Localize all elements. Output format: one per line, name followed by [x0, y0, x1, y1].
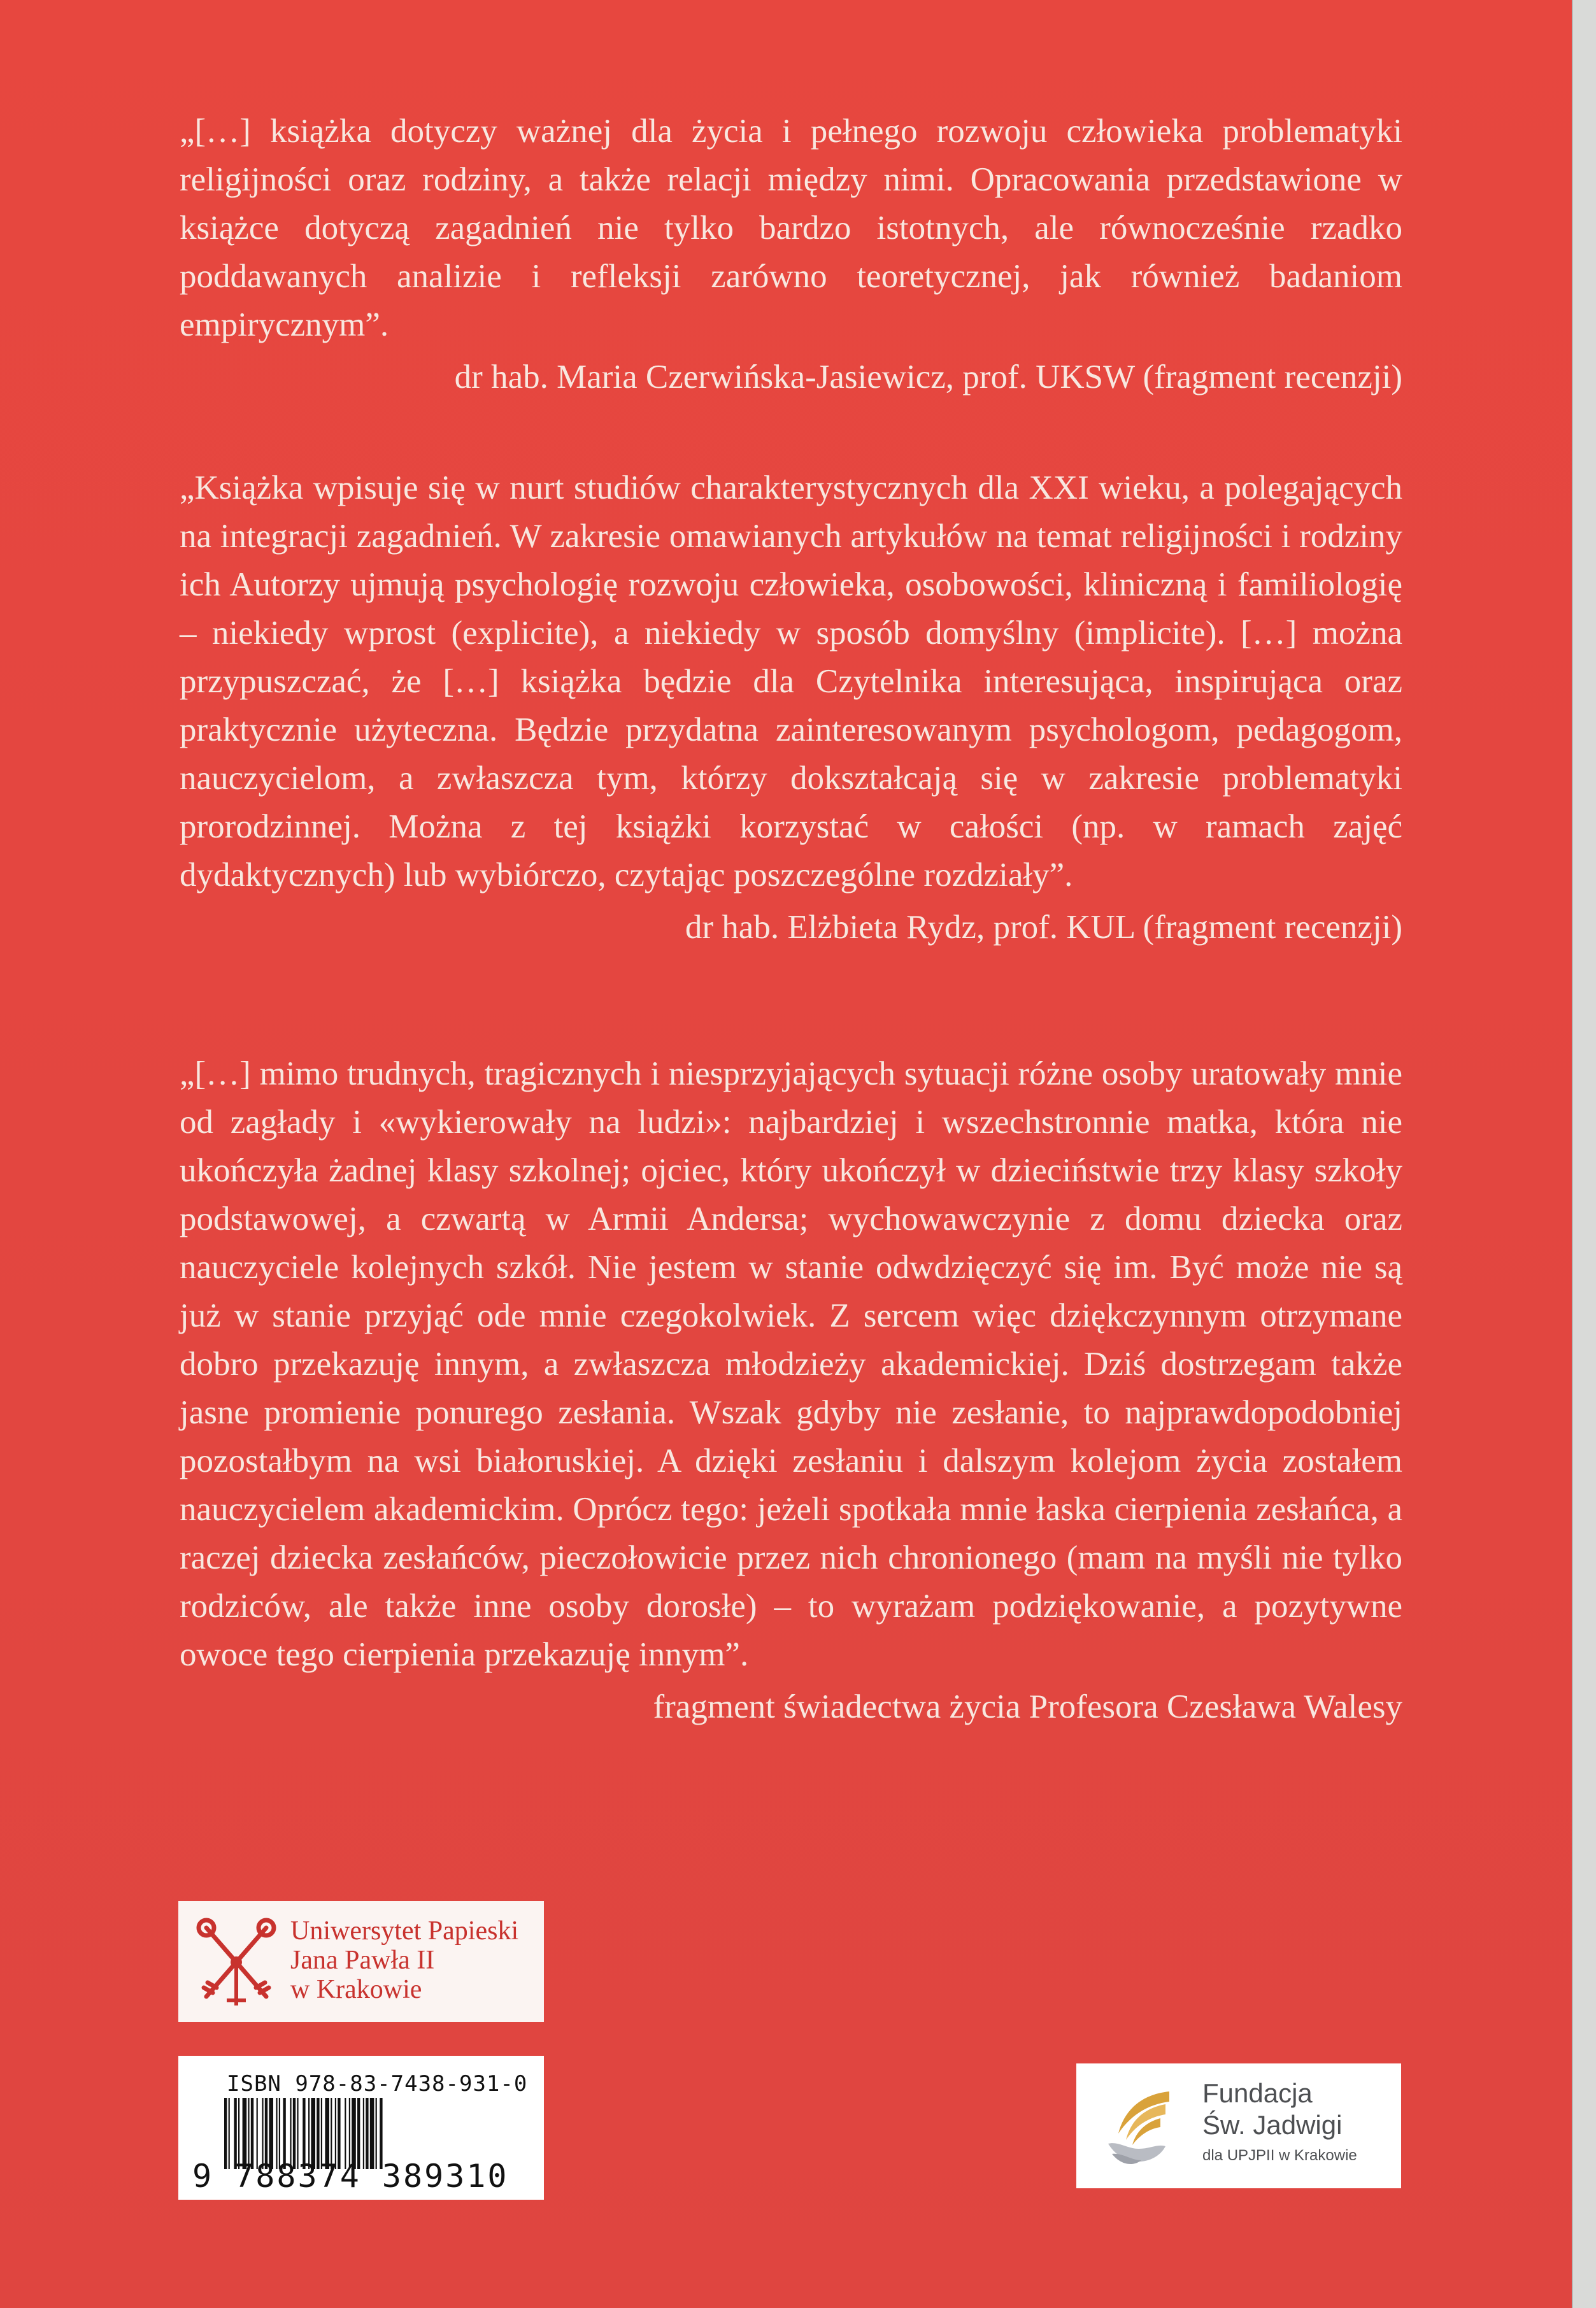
foundation-wing-icon — [1099, 2083, 1176, 2172]
foundation-name-line3: dla UPJPII w Krakowie — [1202, 2147, 1357, 2164]
quote-block-2 — [180, 464, 1402, 951]
quote-attribution: dr hab. Elżbieta Rydz, prof. KUL (fragment recenzji) — [685, 909, 1402, 946]
university-name — [290, 1916, 539, 2004]
foundation-name — [1202, 2077, 1357, 2167]
university-logo-box — [178, 1901, 544, 2022]
quote-text: „[…] mimo trudnych, tragicznych i niesprzyjających sytuacji różne osoby uratowały mnie od zagłady i «wykierowały na ludzi»: najbardziej i wszechstronnie matka, która nie ukończyła żadnej klasy szkolnej; ojciec, który ukończył w dzieciństwie trzy klasy szkoły podstawowej, a czwartą w Armii Andersa; wychowawczynie z domu dziecka oraz nauczyciele kolejnych szkół. Nie jestem w stanie odwdzięczyć się im. Być może nie są już w stanie przyjąć ode mnie czegokolwiek. Z sercem więc dziękczynnym otrzymane dobro przekazuję innym, a zwłaszcza młodzieży akademickiej. Dziś dostrzegam także jasne promienie ponurego zesłania. Wszak gdyby nie zesłanie, to najprawdopodobniej pozostałbym na wsi białoruskiej. A dzięki zesłaniu i dalszym kolejom życia zostałem nauczycielem akademickim. Oprócz tego: jeżeli spotkała mnie łaska cierpienia zesłańca, a raczej dziecka zesłańców, pieczołowicie przez nich chronionego (mam na myśli nie tylko rodziców, ale także inne osoby dorosłe) – to wyrażam podziękowanie, a pozytywne owoce tego cierpienia przekazuję innym”. — [180, 1055, 1402, 1673]
foundation-name-line1: Fundacja — [1202, 2078, 1313, 2108]
quote-text: „Książka wpisuje się w nurt studiów charakterystycznych dla XXI wieku, a polegających na integracji zagadnień. W zakresie omawianych artykułów na temat religijności i rodziny ich Autorzy ujmują psychologię rozwoju człowieka, osobowości, kliniczną i familiologię – niekiedy wprost (explicite), a niekiedy w sposób domyślny (implicite). […] można przypuszczać, że […] książka będzie dla Czytelnika interesująca, inspirująca oraz praktycznie użyteczna. Będzie przydatna zainteresowanym psychologom, pedagogom, nauczycielom, a zwłaszcza tym, którzy dokształcają się w zakresie problematyki prorodzinnej. Można z tej książki korzystać w całości (np. w ramach zajęć dydaktycznych) lub wybiórczo, czytając poszczególne rozdziały”. — [180, 469, 1402, 894]
quote-text: „[…] książka dotyczy ważnej dla życia i pełnego rozwoju człowieka problematyki religijności oraz rodziny, a także relacji między nimi. Opracowania przedstawione w książce dotyczą zagadnień nie tylko bardzo istotnych, ale równocześnie rzadko poddawanych analizie i refleksji zarówno teoretycznej, jak również badaniom empirycznym”. — [180, 113, 1402, 343]
page-edge — [1572, 0, 1596, 2308]
crossed-keys-icon — [195, 1916, 278, 2008]
isbn-barcode-box — [178, 2056, 544, 2200]
foundation-logo-box — [1076, 2063, 1401, 2188]
quote-block-1 — [180, 107, 1402, 401]
quote-attribution: dr hab. Maria Czerwińska-Jasiewicz, prof. UKSW (fragment recenzji) — [454, 359, 1402, 395]
quote-block-3 — [180, 1050, 1402, 1731]
quote-attribution: fragment świadectwa życia Profesora Czesława Walesy — [653, 1688, 1402, 1725]
ean-digits: 9 788374 389310 — [192, 2158, 509, 2195]
isbn-label: ISBN 978-83-7438-931-0 — [227, 2071, 528, 2097]
university-name-line1: Uniwersytet Papieski — [290, 1916, 519, 1946]
university-name-line2: Jana Pawła II — [290, 1946, 435, 1975]
university-name-line3: w Krakowie — [290, 1975, 422, 2004]
foundation-name-line2: Św. Jadwigi — [1202, 2110, 1343, 2140]
